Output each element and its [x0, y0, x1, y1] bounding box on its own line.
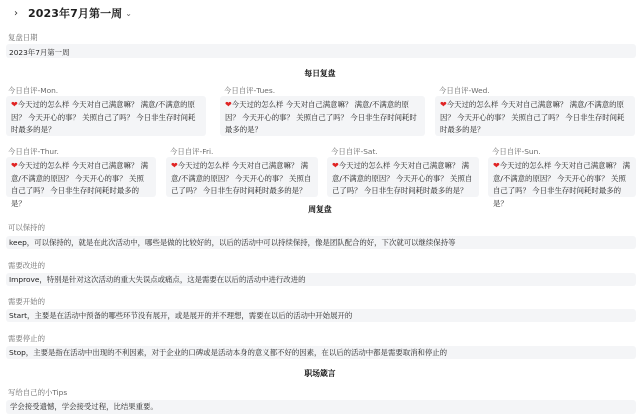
daily-review-heading: 每日复盘: [304, 69, 336, 78]
day-label-sun: 今日自评-Sun.: [492, 147, 541, 156]
day-label-wed: 今日自评-Wed.: [439, 86, 490, 95]
weekly-field-stop[interactable]: Stop，主要是指在活动中出现的不利因素，对于企业的口碑或是活动本身的意义都不好的因素，在以后的活动中都是需要取消和停止的: [6, 346, 636, 359]
day-card-wed[interactable]: [435, 96, 635, 136]
weekly-field-keep[interactable]: keep，可以保持的，就是在此次活动中，哪些是做的比较好的，以后的活动中可以持续保持，像是团队配合的好，下次就可以继续保持等: [6, 236, 636, 249]
day-label-sat: 今日自评-Sat.: [331, 147, 378, 156]
day-content-sun: 今天过的怎么样 今天对自己满意嘛？ 满意/不满意的原因？ 今天开心的事？ 关照自己了吗？ 今日非生存时间耗时最多的是？: [493, 161, 631, 208]
chevron-down-icon[interactable]: ⌄: [125, 8, 132, 18]
heart-icon: ❤: [225, 100, 232, 109]
heart-icon: ❤: [440, 100, 447, 109]
day-card-sun[interactable]: [488, 157, 636, 208]
review-date-field[interactable]: 2023年7月第一周: [6, 44, 636, 58]
weekly-label-keep: 可以保持的: [8, 223, 45, 232]
day-content-fri: 今天过的怎么样 今天对自己满意嘛？ 满意/不满意的原因？ 今天开心的事？ 关照自己了吗？ 今日非生存时间耗时最多的是？: [171, 161, 312, 195]
day-label-thu: 今日自评-Thur.: [8, 147, 59, 156]
weekly-review-heading: 周复盘: [308, 205, 332, 214]
day-card-thu[interactable]: [6, 157, 156, 208]
day-content-sat: 今天过的怎么样 今天对自己满意嘛？ 满意/不满意的原因？ 今天开心的事？ 关照自己了吗？ 今日非生存时间耗时最多的是？: [332, 161, 473, 195]
top-bar: [0, 0, 640, 26]
day-card-mon[interactable]: [6, 96, 206, 136]
day-label-tue: 今日自评-Tues.: [224, 86, 276, 95]
weekly-label-improve: 需要改进的: [8, 261, 45, 270]
heart-icon: ❤: [171, 161, 178, 170]
page-title[interactable]: 2023年7月第一周: [28, 7, 123, 20]
day-card-tue[interactable]: [220, 96, 425, 136]
day-card-sat[interactable]: [327, 157, 479, 197]
day-card-fri[interactable]: [166, 157, 318, 197]
review-date-label: 复盘日期: [8, 33, 38, 42]
day-label-mon: 今日自评-Mon.: [8, 86, 59, 95]
heart-icon: ❤: [332, 161, 339, 170]
motto-label: 写给自己的小Tips: [8, 388, 68, 397]
day-content-tue: 今天过的怎么样 今天对自己满意嘛？ 满意/不满意的原因？ 今天开心的事？ 关照自己了吗？ 今日非生存时间耗时最多的是？: [225, 100, 417, 134]
day-content-mon: 今天过的怎么样 今天对自己满意嘛？ 满意/不满意的原因？ 今天开心的事？ 关照自己了吗？ 今日非生存时间耗时最多的是？: [11, 100, 196, 134]
day-content-wed: 今天过的怎么样 今天对自己满意嘛？ 满意/不满意的原因？ 今天开心的事？ 关照自己了吗？ 今日非生存时间耗时最多的是？: [440, 100, 625, 134]
weekly-label-stop: 需要停止的: [8, 334, 45, 343]
day-content-thu: 今天过的怎么样 今天对自己满意嘛？ 满意/不满意的原因？ 今天开心的事？ 关照自己了吗？ 今日非生存时间耗时最多的是？: [11, 161, 149, 208]
heart-icon: ❤: [11, 100, 18, 109]
motto-field[interactable]: 学会接受遗憾，学会接受过程，比结果重要。: [6, 400, 636, 414]
heart-icon: ❤: [11, 161, 18, 170]
weekly-field-start[interactable]: Start，主要是在活动中预备的哪些环节没有展开，或是展开的并不理想，需要在以后的活动中开始展开的: [6, 309, 636, 322]
motto-heading: 职场箴言: [304, 369, 336, 378]
day-label-fri: 今日自评-Fri.: [170, 147, 214, 156]
chevron-right-icon[interactable]: ›: [14, 7, 18, 19]
weekly-field-improve[interactable]: Improve，特别是针对这次活动的重大失误点或痛点，这是需要在以后的活动中进行改进的: [6, 273, 636, 286]
heart-icon: ❤: [493, 161, 500, 170]
weekly-label-start: 需要开始的: [8, 297, 45, 306]
